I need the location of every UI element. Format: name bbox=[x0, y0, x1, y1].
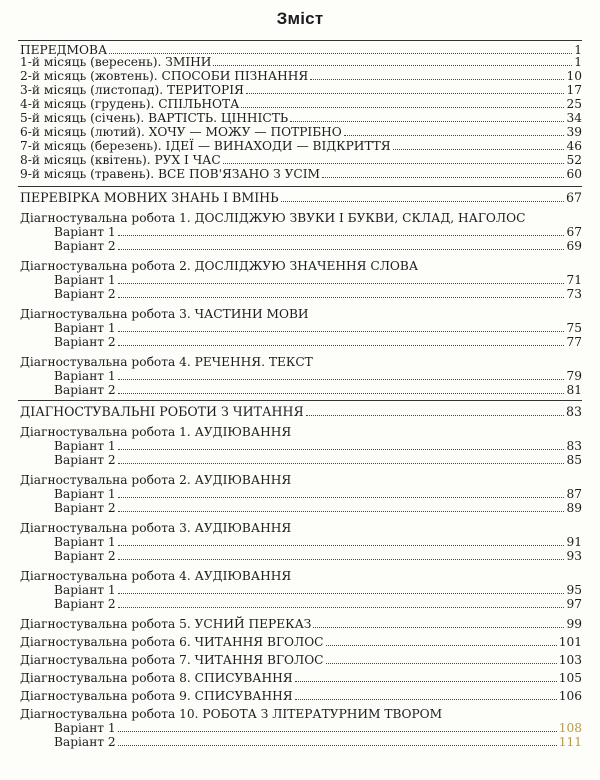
dot-leader bbox=[246, 83, 565, 94]
toc-page-number: 81 bbox=[566, 383, 582, 397]
toc-entry-title: ПЕРЕДМОВА bbox=[20, 43, 108, 57]
dot-leader bbox=[393, 139, 565, 150]
toc-entry-title: Діагностувальна робота 10. РОБОТА З ЛІТЕРАТУРНИМ ТВОРОМ bbox=[20, 707, 443, 721]
toc-subentry bbox=[54, 383, 582, 397]
toc-subentry bbox=[54, 273, 582, 287]
dot-leader bbox=[118, 535, 565, 546]
toc-entry bbox=[20, 405, 582, 419]
toc-entry-title: Варіант 2 bbox=[54, 383, 116, 397]
dot-leader bbox=[118, 225, 565, 236]
section-rule bbox=[18, 400, 582, 401]
toc-entry-title: Діагностувальна робота 5. УСНИЙ ПЕРЕКАЗ bbox=[20, 617, 312, 631]
toc-entry-title: ПЕРЕВІРКА МОВНИХ ЗНАНЬ І ВМІНЬ bbox=[20, 190, 279, 205]
toc-page-number: 46 bbox=[566, 139, 582, 153]
toc-entry bbox=[20, 653, 582, 667]
toc-entry-title: Діагностувальна робота 7. ЧИТАННЯ ВГОЛОС bbox=[20, 653, 324, 667]
toc-entry-title: Діагностувальна робота 3. АУДІЮВАННЯ bbox=[20, 521, 292, 535]
toc-subentry bbox=[54, 321, 582, 335]
toc-subentry bbox=[54, 549, 582, 563]
toc-entry-title: Діагностувальна робота 8. СПИСУВАННЯ bbox=[20, 671, 293, 685]
toc-entry-title: Варіант 1 bbox=[54, 369, 116, 383]
toc-page-number: 95 bbox=[566, 583, 582, 597]
toc-page-number: 77 bbox=[566, 335, 582, 349]
toc-entry-title: 7-й місяць (березень). ІДЕЇ — ВИНАХОДИ — ВІДКРИТТЯ bbox=[20, 139, 391, 153]
toc-entry-title: Діагностувальна робота 6. ЧИТАННЯ ВГОЛОС bbox=[20, 635, 324, 649]
dot-leader bbox=[118, 383, 565, 394]
toc-subentry bbox=[54, 487, 582, 501]
dot-leader bbox=[241, 97, 564, 108]
toc-page-number: 67 bbox=[566, 225, 582, 239]
toc-entry-title: Варіант 1 bbox=[54, 225, 116, 239]
dot-leader bbox=[322, 167, 564, 178]
toc-subentry bbox=[54, 721, 582, 735]
toc-page-number: 106 bbox=[558, 689, 582, 703]
dot-leader bbox=[109, 43, 572, 54]
toc-page-number: 103 bbox=[558, 653, 582, 667]
toc-page-number: 67 bbox=[565, 190, 582, 205]
toc-entry-title: Варіант 2 bbox=[54, 549, 116, 563]
toc-group-heading bbox=[20, 211, 582, 225]
toc-page-number: 17 bbox=[566, 83, 582, 97]
header-rule bbox=[18, 40, 582, 41]
dot-leader bbox=[290, 111, 564, 122]
toc-group-heading bbox=[20, 473, 582, 487]
toc-entry bbox=[20, 153, 582, 167]
toc-entry-title: Варіант 1 bbox=[54, 535, 116, 549]
toc-entry-title: Варіант 1 bbox=[54, 439, 116, 453]
toc-entry-title: Варіант 2 bbox=[54, 239, 116, 253]
dot-leader bbox=[295, 689, 557, 700]
toc-entry bbox=[20, 97, 582, 111]
toc-entry bbox=[20, 139, 582, 153]
dot-leader bbox=[344, 125, 565, 136]
toc-subentry bbox=[54, 597, 582, 611]
toc-entry-title: 3-й місяць (листопад). ТЕРИТОРІЯ bbox=[20, 83, 244, 97]
toc-entry-title: Діагностувальна робота 2. ДОСЛІДЖУЮ ЗНАЧЕННЯ СЛОВА bbox=[20, 259, 419, 273]
toc-subentry bbox=[54, 501, 582, 515]
toc-page-number: 79 bbox=[566, 369, 582, 383]
toc-page-number: 105 bbox=[558, 671, 582, 685]
dot-leader bbox=[118, 439, 565, 450]
toc-entry-title: 8-й місяць (квітень). РУХ І ЧАС bbox=[20, 153, 221, 167]
toc-entry-title: Варіант 1 bbox=[54, 321, 116, 335]
toc-page-number: 83 bbox=[566, 439, 582, 453]
toc-page-number: 25 bbox=[566, 97, 582, 111]
dot-leader bbox=[118, 321, 565, 332]
dot-leader bbox=[118, 501, 565, 512]
dot-leader bbox=[281, 191, 564, 202]
toc-page-number: 83 bbox=[565, 404, 582, 419]
dot-leader bbox=[313, 617, 564, 628]
toc-entry-title: Варіант 1 bbox=[54, 583, 116, 597]
toc-entry-title: Діагностувальна робота 2. АУДІЮВАННЯ bbox=[20, 473, 292, 487]
toc-subentry bbox=[54, 225, 582, 239]
dot-leader bbox=[118, 735, 557, 746]
toc-page-number: 85 bbox=[566, 453, 582, 467]
toc-entry-title: Варіант 1 bbox=[54, 273, 116, 287]
dot-leader bbox=[118, 335, 565, 346]
dot-leader bbox=[118, 273, 565, 284]
toc-page-number: 1 bbox=[574, 43, 582, 57]
toc-subentry bbox=[54, 453, 582, 467]
toc-group-heading bbox=[20, 707, 582, 721]
toc-page-number: 34 bbox=[566, 111, 582, 125]
toc-page-number: 60 bbox=[566, 167, 582, 181]
dot-leader bbox=[118, 549, 565, 560]
toc-page-number: 111 bbox=[558, 735, 582, 749]
toc-page-number: 108 bbox=[558, 721, 582, 735]
toc-page-number: 93 bbox=[566, 549, 582, 563]
toc-subentry bbox=[54, 287, 582, 301]
toc-page-number: 52 bbox=[566, 153, 582, 167]
toc-entry-title: Варіант 2 bbox=[54, 501, 116, 515]
dot-leader bbox=[118, 487, 565, 498]
toc-entry bbox=[20, 55, 582, 69]
toc-entry bbox=[20, 111, 582, 125]
toc-group-heading bbox=[20, 259, 582, 273]
toc-subentry bbox=[54, 335, 582, 349]
dot-leader bbox=[295, 671, 557, 682]
toc-group-heading bbox=[20, 521, 582, 535]
toc-entry-title: 1-й місяць (вересень). ЗМІНИ bbox=[20, 55, 212, 69]
toc-entry-title: ДІАГНОСТУВАЛЬНІ РОБОТИ З ЧИТАННЯ bbox=[20, 404, 304, 419]
toc-page-number: 87 bbox=[566, 487, 582, 501]
toc-entry bbox=[20, 167, 582, 181]
toc-entry bbox=[20, 125, 582, 139]
toc-page-number: 89 bbox=[566, 501, 582, 515]
toc-entry-title: Діагностувальна робота 3. ЧАСТИНИ МОВИ bbox=[20, 307, 309, 321]
dot-leader bbox=[118, 453, 565, 464]
toc-entry bbox=[20, 83, 582, 97]
toc-entry-title: Діагностувальна робота 9. СПИСУВАННЯ bbox=[20, 689, 293, 703]
toc-entry-title: Варіант 1 bbox=[54, 721, 116, 735]
toc-page-number: 69 bbox=[566, 239, 582, 253]
toc-entry-title: 2-й місяць (жовтень). СПОСОБИ ПІЗНАННЯ bbox=[20, 69, 309, 83]
dot-leader bbox=[118, 597, 565, 608]
toc-entry-title: Варіант 1 bbox=[54, 487, 116, 501]
toc-group-heading bbox=[20, 355, 582, 369]
toc-entry bbox=[20, 191, 582, 205]
dot-leader bbox=[326, 635, 557, 646]
toc-entry-title: Діагностувальна робота 4. АУДІЮВАННЯ bbox=[20, 569, 292, 583]
dot-leader bbox=[306, 405, 564, 416]
toc-subentry bbox=[54, 535, 582, 549]
toc-entry-title: Варіант 2 bbox=[54, 597, 116, 611]
dot-leader bbox=[310, 69, 564, 80]
toc-entry-title: Варіант 2 bbox=[54, 335, 116, 349]
toc-entry-title: Діагностувальна робота 4. РЕЧЕННЯ. ТЕКСТ bbox=[20, 355, 313, 369]
toc-entry-title: Варіант 2 bbox=[54, 453, 116, 467]
toc-group-heading bbox=[20, 425, 582, 439]
toc-page-number: 99 bbox=[566, 617, 582, 631]
section-rule bbox=[18, 186, 582, 187]
toc-entry bbox=[20, 69, 582, 83]
toc-page-number: 91 bbox=[566, 535, 582, 549]
toc-page-number: 73 bbox=[566, 287, 582, 301]
toc-entry bbox=[20, 689, 582, 703]
toc-entry-title: Діагностувальна робота 1. АУДІЮВАННЯ bbox=[20, 425, 292, 439]
toc-entry-title: Діагностувальна робота 1. ДОСЛІДЖУЮ ЗВУКИ І БУКВИ, СКЛАД, НАГОЛОС bbox=[20, 211, 526, 225]
toc-subentry bbox=[54, 735, 582, 749]
dot-leader bbox=[118, 239, 565, 250]
dot-leader bbox=[118, 721, 557, 732]
dot-leader bbox=[213, 55, 572, 66]
dot-leader bbox=[326, 653, 557, 664]
toc-entry-title: Варіант 2 bbox=[54, 735, 116, 749]
toc-entry bbox=[20, 635, 582, 649]
page-title: Зміст bbox=[276, 9, 324, 28]
toc-entry bbox=[20, 617, 582, 631]
toc-page-number: 101 bbox=[558, 635, 582, 649]
toc-subentry bbox=[54, 439, 582, 453]
toc-page-number: 39 bbox=[566, 125, 582, 139]
toc-entry-title: 6-й місяць (лютий). ХОЧУ — МОЖУ — ПОТРІБНО bbox=[20, 125, 342, 139]
toc-entry-title: 4-й місяць (грудень). СПІЛЬНОТА bbox=[20, 97, 240, 111]
toc-group-heading bbox=[20, 307, 582, 321]
toc-page-number: 71 bbox=[566, 273, 582, 287]
toc-page-number: 1 bbox=[574, 55, 582, 69]
dot-leader bbox=[118, 369, 565, 380]
toc-page-number: 75 bbox=[566, 321, 582, 335]
toc-subentry bbox=[54, 239, 582, 253]
dot-leader bbox=[118, 583, 565, 594]
toc-page-number: 97 bbox=[566, 597, 582, 611]
dot-leader bbox=[223, 153, 565, 164]
toc-entry-title: 5-й місяць (січень). ВАРТІСТЬ. ЦІННІСТЬ bbox=[20, 111, 289, 125]
toc-entry-title: Варіант 2 bbox=[54, 287, 116, 301]
toc-subentry bbox=[54, 369, 582, 383]
toc-entry-title: 9-й місяць (травень). ВСЕ ПОВ'ЯЗАНО З УСІМ bbox=[20, 167, 321, 181]
toc-subentry bbox=[54, 583, 582, 597]
dot-leader bbox=[118, 287, 565, 298]
toc-group-heading bbox=[20, 569, 582, 583]
toc-entry bbox=[20, 671, 582, 685]
toc-page-number: 10 bbox=[566, 69, 582, 83]
